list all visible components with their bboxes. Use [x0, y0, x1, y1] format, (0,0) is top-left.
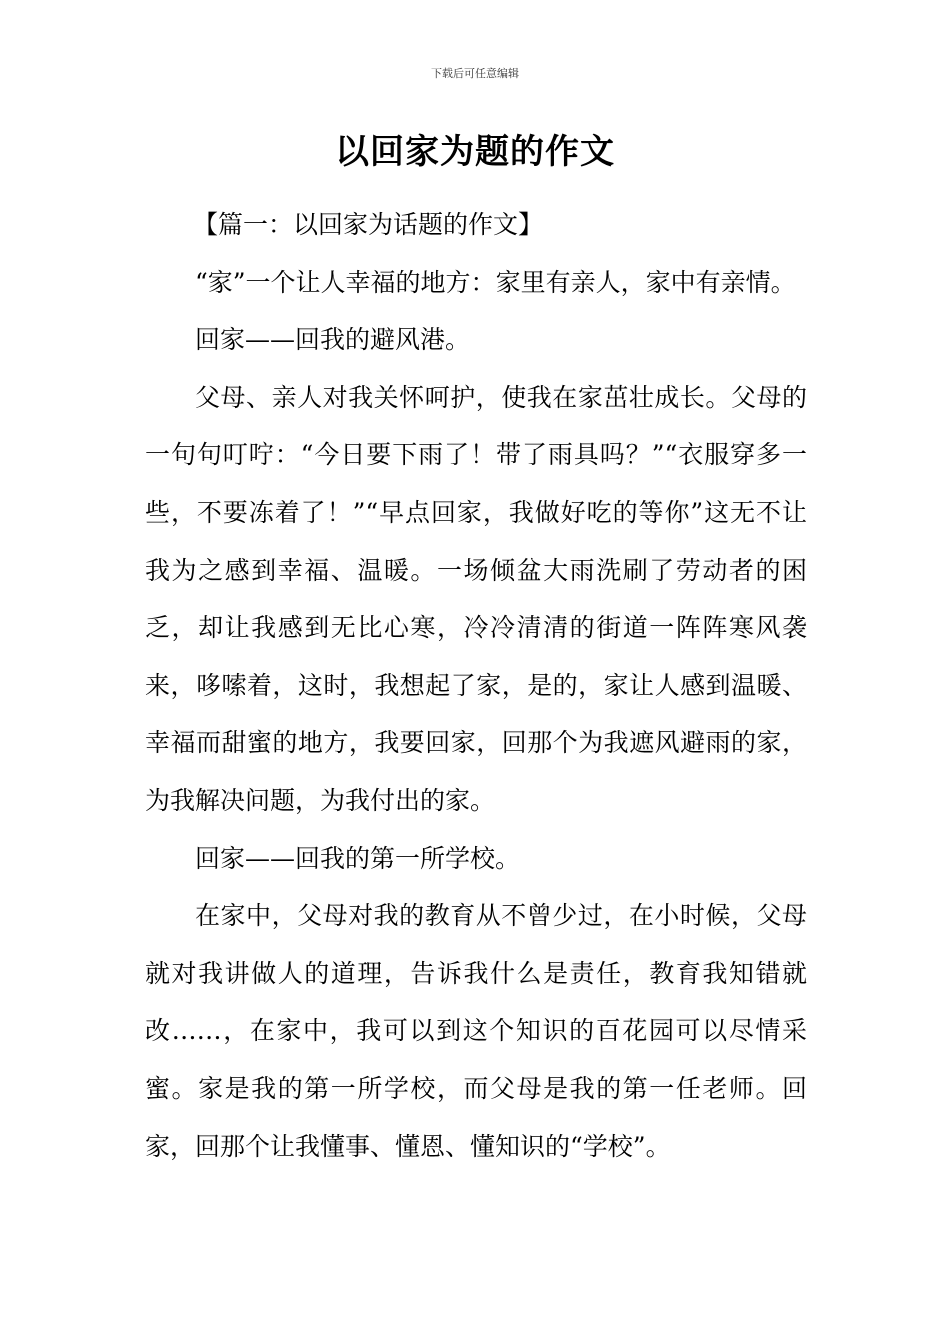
paragraph-3: 父母、亲人对我关怀呵护，使我在家茁壮成长。父母的一句句叮咛：“今日要下雨了！带了雨具吗？”“衣服穿多一些，不要冻着了！”“早点回家，我做好吃的等你”这无不让我为之感到幸福、温暖。一场倾盆大雨洗刷了劳动者的困乏，却让我感到无比心寒，冷冷清清的街道一阵阵寒风袭来，哆嗦着，这时，我想起了家，是的，家让人感到温暖、幸福而甜蜜的地方，我要回家，回那个为我遮风避雨的家，为我解决问题，为我付出的家。 [145, 382, 807, 815]
paragraph-5: 在家中，父母对我的教育从不曾少过，在小时候，父母就对我讲做人的道理，告诉我什么是责任，教育我知错就改……，在家中，我可以到这个知识的百花园可以尽情采蜜。家是我的第一所学校，而父母是我的第一任老师。回家，回那个让我懂事、懂恩、懂知识的“学校”。 [145, 901, 807, 1161]
section-heading: 【篇一：以回家为话题的作文】 [193, 210, 544, 239]
document-body [145, 196, 807, 1175]
paragraph-1: “家”一个让人幸福的地方：家里有亲人，家中有亲情。 [195, 267, 796, 297]
paragraph-4: 回家——回我的第一所学校。 [195, 843, 521, 873]
header-note: 下载后可任意编辑 [431, 67, 519, 80]
document-title: 以回家为题的作文 [335, 132, 615, 172]
paragraph-2: 回家——回我的避风港。 [195, 325, 471, 355]
